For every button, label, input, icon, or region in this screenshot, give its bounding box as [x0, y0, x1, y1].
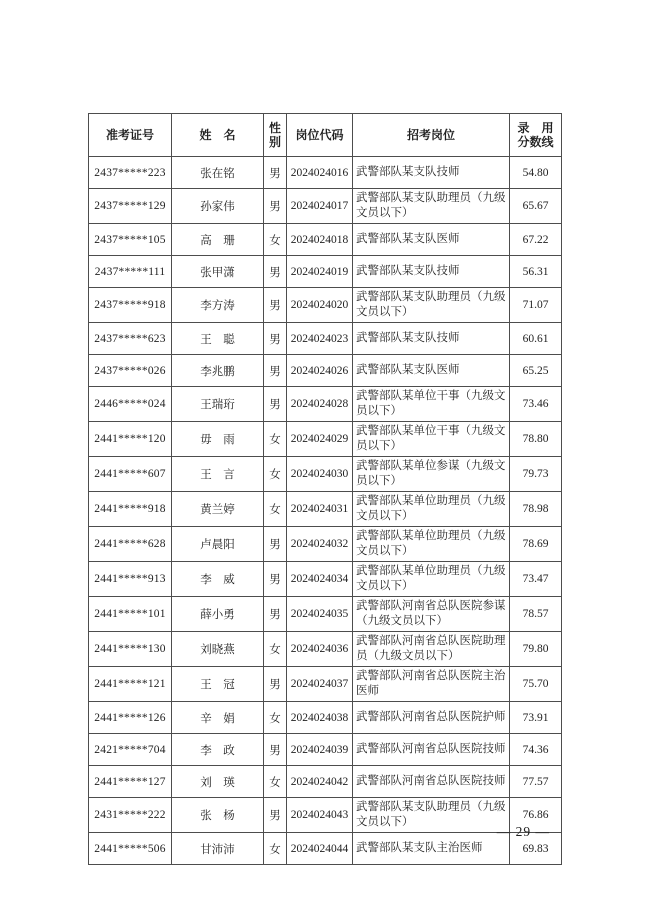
recruitment-position-cell: 武警部队某单位助理员（九级文员以下）	[353, 562, 510, 597]
admission-score-table	[88, 113, 562, 865]
ticket-number-cell: 2431*****222	[89, 798, 172, 833]
admission-score-cell: 79.73	[510, 457, 562, 492]
recruitment-position-cell: 武警部队某支队技师	[353, 256, 510, 288]
table-row	[89, 157, 562, 189]
recruitment-position-cell: 武警部队某支队医师	[353, 355, 510, 387]
table-row	[89, 562, 562, 597]
position-code-cell: 2024024029	[287, 422, 353, 457]
ticket-number-cell: 2446*****024	[89, 387, 172, 422]
ticket-number-cell: 2437*****623	[89, 323, 172, 355]
ticket-number-cell: 2437*****918	[89, 288, 172, 323]
recruitment-position-cell: 武警部队河南省总队医院技师	[353, 734, 510, 766]
admission-score-cell: 69.83	[510, 833, 562, 865]
position-code-cell: 2024024018	[287, 224, 353, 256]
recruitment-position-cell: 武警部队河南省总队医院主治医师	[353, 667, 510, 702]
gender-cell: 男	[264, 734, 287, 766]
admission-score-cell: 67.22	[510, 224, 562, 256]
table-row	[89, 667, 562, 702]
gender-cell: 女	[264, 492, 287, 527]
table-row	[89, 492, 562, 527]
recruitment-position-cell: 武警部队某支队技师	[353, 157, 510, 189]
position-code-cell: 2024024028	[287, 387, 353, 422]
table-body	[89, 157, 562, 865]
position-code-cell: 2024024043	[287, 798, 353, 833]
name-cell: 刘 瑛	[172, 766, 264, 798]
name-cell: 李 威	[172, 562, 264, 597]
recruitment-position-cell: 武警部队河南省总队医院护师	[353, 702, 510, 734]
ticket-number-cell: 2441*****913	[89, 562, 172, 597]
position-code-cell: 2024024020	[287, 288, 353, 323]
name-cell: 张在铭	[172, 157, 264, 189]
name-cell: 卢晨阳	[172, 527, 264, 562]
recruitment-position-cell: 武警部队某单位助理员（九级文员以下）	[353, 492, 510, 527]
gender-cell: 男	[264, 189, 287, 224]
gender-cell: 男	[264, 387, 287, 422]
gender-cell: 女	[264, 422, 287, 457]
admission-score-cell: 78.57	[510, 597, 562, 632]
gender-cell: 男	[264, 562, 287, 597]
name-cell: 薛小勇	[172, 597, 264, 632]
header-position-code: 岗位代码	[287, 114, 353, 157]
table-row	[89, 527, 562, 562]
header-score-line1: 录 用	[517, 121, 554, 135]
header-admission-score	[510, 114, 562, 157]
recruitment-position-cell: 武警部队某单位干事（九级文员以下）	[353, 422, 510, 457]
name-cell: 王 言	[172, 457, 264, 492]
ticket-number-cell: 2437*****105	[89, 224, 172, 256]
admission-score-cell: 71.07	[510, 288, 562, 323]
table-row	[89, 457, 562, 492]
admission-score-cell: 79.80	[510, 632, 562, 667]
header-ticket-number: 准考证号	[89, 114, 172, 157]
admission-score-cell: 78.69	[510, 527, 562, 562]
name-cell: 张 杨	[172, 798, 264, 833]
ticket-number-cell: 2437*****223	[89, 157, 172, 189]
gender-cell: 男	[264, 256, 287, 288]
gender-cell: 女	[264, 224, 287, 256]
header-gender	[264, 114, 287, 157]
name-cell: 王 聪	[172, 323, 264, 355]
recruitment-position-cell: 武警部队某单位助理员（九级文员以下）	[353, 527, 510, 562]
ticket-number-cell: 2441*****918	[89, 492, 172, 527]
recruitment-position-cell: 武警部队某支队助理员（九级文员以下）	[353, 189, 510, 224]
gender-cell: 女	[264, 632, 287, 667]
ticket-number-cell: 2441*****130	[89, 632, 172, 667]
position-code-cell: 2024024036	[287, 632, 353, 667]
admission-score-cell: 76.86	[510, 798, 562, 833]
table-row	[89, 833, 562, 865]
table-row	[89, 224, 562, 256]
header-gender-line2: 别	[268, 135, 281, 149]
position-code-cell: 2024024032	[287, 527, 353, 562]
position-code-cell: 2024024038	[287, 702, 353, 734]
recruitment-position-cell: 武警部队某支队技师	[353, 323, 510, 355]
position-code-cell: 2024024030	[287, 457, 353, 492]
table-row	[89, 597, 562, 632]
gender-cell: 女	[264, 766, 287, 798]
header-score-line2: 分数线	[517, 135, 554, 149]
position-code-cell: 2024024034	[287, 562, 353, 597]
admission-score-cell: 54.80	[510, 157, 562, 189]
admission-score-cell: 73.47	[510, 562, 562, 597]
table-row	[89, 288, 562, 323]
ticket-number-cell: 2441*****607	[89, 457, 172, 492]
ticket-number-cell: 2441*****120	[89, 422, 172, 457]
position-code-cell: 2024024039	[287, 734, 353, 766]
table-row	[89, 387, 562, 422]
admission-score-cell: 78.80	[510, 422, 562, 457]
table-row	[89, 734, 562, 766]
name-cell: 甘沛沛	[172, 833, 264, 865]
table-row	[89, 702, 562, 734]
position-code-cell: 2024024017	[287, 189, 353, 224]
recruitment-position-cell: 武警部队某单位干事（九级文员以下）	[353, 387, 510, 422]
admission-score-cell: 73.91	[510, 702, 562, 734]
table-header	[89, 114, 562, 157]
header-gender-line1: 性	[268, 121, 281, 135]
ticket-number-cell: 2441*****628	[89, 527, 172, 562]
position-code-cell: 2024024026	[287, 355, 353, 387]
header-name: 姓 名	[172, 114, 264, 157]
page-number: — 29 —	[496, 824, 550, 839]
recruitment-position-cell: 武警部队河南省总队医院技师	[353, 766, 510, 798]
table-row	[89, 632, 562, 667]
table-row	[89, 256, 562, 288]
admission-score-cell: 65.25	[510, 355, 562, 387]
admission-score-cell: 65.67	[510, 189, 562, 224]
name-cell: 李 政	[172, 734, 264, 766]
position-code-cell: 2024024031	[287, 492, 353, 527]
position-code-cell: 2024024044	[287, 833, 353, 865]
table-row	[89, 422, 562, 457]
recruitment-position-cell: 武警部队某支队医师	[353, 224, 510, 256]
gender-cell: 男	[264, 157, 287, 189]
table-row	[89, 798, 562, 833]
gender-cell: 男	[264, 323, 287, 355]
gender-cell: 女	[264, 833, 287, 865]
gender-cell: 女	[264, 702, 287, 734]
recruitment-position-cell: 武警部队某支队助理员（九级文员以下）	[353, 288, 510, 323]
ticket-number-cell: 2441*****506	[89, 833, 172, 865]
ticket-number-cell: 2437*****129	[89, 189, 172, 224]
position-code-cell: 2024024016	[287, 157, 353, 189]
name-cell: 毋 雨	[172, 422, 264, 457]
header-recruitment-position: 招考岗位	[353, 114, 510, 157]
gender-cell: 女	[264, 457, 287, 492]
admission-score-cell: 73.46	[510, 387, 562, 422]
header-row	[89, 114, 562, 157]
admission-score-cell: 74.36	[510, 734, 562, 766]
position-code-cell: 2024024037	[287, 667, 353, 702]
position-code-cell: 2024024042	[287, 766, 353, 798]
name-cell: 王 冠	[172, 667, 264, 702]
admission-score-cell: 77.57	[510, 766, 562, 798]
gender-cell: 男	[264, 355, 287, 387]
table-row	[89, 355, 562, 387]
recruitment-position-cell: 武警部队某单位参谋（九级文员以下）	[353, 457, 510, 492]
ticket-number-cell: 2441*****121	[89, 667, 172, 702]
admission-score-cell: 75.70	[510, 667, 562, 702]
recruitment-position-cell: 武警部队河南省总队医院参谋（九级文员以下）	[353, 597, 510, 632]
ticket-number-cell: 2441*****101	[89, 597, 172, 632]
gender-cell: 男	[264, 667, 287, 702]
name-cell: 黄兰婷	[172, 492, 264, 527]
name-cell: 孙家伟	[172, 189, 264, 224]
ticket-number-cell: 2441*****126	[89, 702, 172, 734]
admission-score-cell: 56.31	[510, 256, 562, 288]
name-cell: 王瑞珩	[172, 387, 264, 422]
recruitment-position-cell: 武警部队河南省总队医院助理员（九级文员以下）	[353, 632, 510, 667]
name-cell: 李兆鹏	[172, 355, 264, 387]
gender-cell: 男	[264, 527, 287, 562]
name-cell: 辛 娟	[172, 702, 264, 734]
position-code-cell: 2024024035	[287, 597, 353, 632]
ticket-number-cell: 2441*****127	[89, 766, 172, 798]
admission-score-cell: 78.98	[510, 492, 562, 527]
position-code-cell: 2024024019	[287, 256, 353, 288]
name-cell: 李方涛	[172, 288, 264, 323]
name-cell: 刘晓燕	[172, 632, 264, 667]
table-row	[89, 766, 562, 798]
gender-cell: 男	[264, 597, 287, 632]
ticket-number-cell: 2437*****111	[89, 256, 172, 288]
table-row	[89, 323, 562, 355]
gender-cell: 男	[264, 798, 287, 833]
name-cell: 高 珊	[172, 224, 264, 256]
gender-cell: 男	[264, 288, 287, 323]
recruitment-position-cell: 武警部队某支队助理员（九级文员以下）	[353, 798, 510, 833]
ticket-number-cell: 2437*****026	[89, 355, 172, 387]
position-code-cell: 2024024023	[287, 323, 353, 355]
table-row	[89, 189, 562, 224]
admission-score-cell: 60.61	[510, 323, 562, 355]
name-cell: 张甲潇	[172, 256, 264, 288]
recruitment-position-cell: 武警部队某支队主治医师	[353, 833, 510, 865]
ticket-number-cell: 2421*****704	[89, 734, 172, 766]
